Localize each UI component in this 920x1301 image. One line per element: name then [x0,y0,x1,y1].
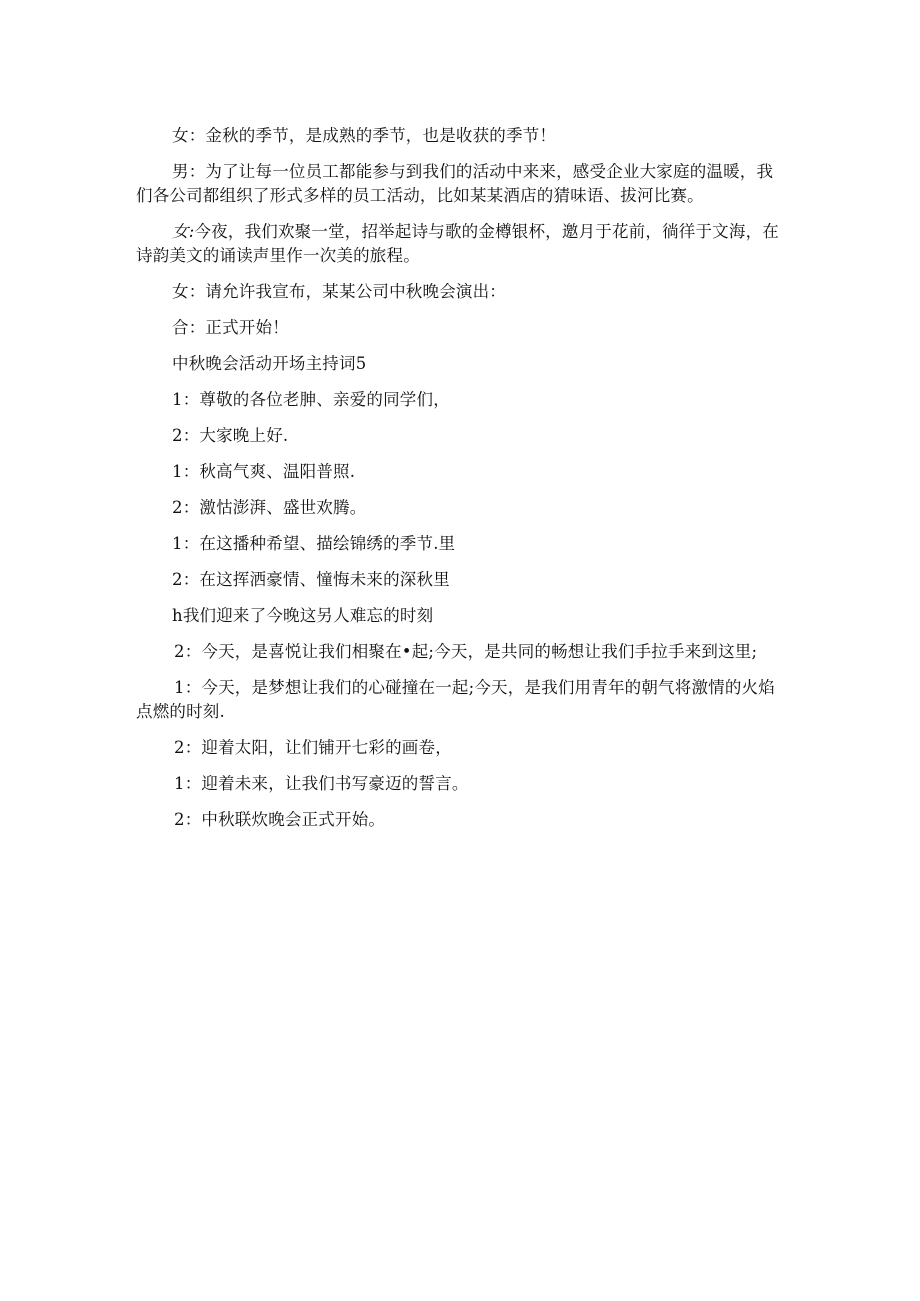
paragraph-3 [136,220,786,268]
paragraph-3-lead: 女: [172,222,195,241]
line-2: 2：大家晚上好. [172,426,289,445]
line-1: 1：尊敬的各位老胂、亲爱的同学们， [172,390,450,409]
line-11: 1：迎着未来，让我们书写豪迈的誓言。 [174,774,469,793]
line-3: 1：秋高气爽、温阳普照. [172,462,356,481]
line-6: 2：在这挥洒豪情、憧悔未来的深秋里 [172,570,450,589]
line-7: h我们迎来了今晚这另人难忘的时刻 [172,606,434,625]
paragraph-5: 合：正式开始！ [172,318,289,337]
line-9: 1：今天，是梦想让我们的心碰撞在一起;今天，是我们用青年的朝气将激情的火焰点燃的时刻. [136,678,775,721]
line-10: 2：迎着太阳，让们铺开七彩的画卷， [174,738,452,757]
paragraph-1: 女：金秋的季节，是成熟的季节，也是收获的季节！ [172,126,557,145]
line-4: 2：激怙澎湃、盛世欢腾。 [172,498,367,517]
paragraph-4: 女：请允许我宣布，某某公司中秋晚会演出： [172,282,506,301]
line-8: 2：今天，是喜悦让我们相聚在•起;今天，是共同的畅想让我们手拉手来到这里; [174,642,758,661]
line-12: 2：中秋联炊晚会正式开始。 [174,810,386,829]
document-body [136,124,786,844]
paragraph-2: 男：为了让每一位员工都能参与到我们的活动中来来，感受企业大家庭的温暖，我们各公司都组织了形式多样的员工活动，比如某某酒店的猜味语、拔河比赛。 [136,162,774,205]
section-heading: 中秋晚会活动开场主持词5 [172,354,367,373]
line-5: 1：在这播种希望、描绘锦绣的季节.里 [172,534,456,553]
paragraph-3-text: 今夜，我们欢聚一堂，招举起诗与歌的金樽银杯，邀月于花前，徜徉于文海，在诗韵美文的诵读声里作一次美的旅程。 [136,222,779,265]
